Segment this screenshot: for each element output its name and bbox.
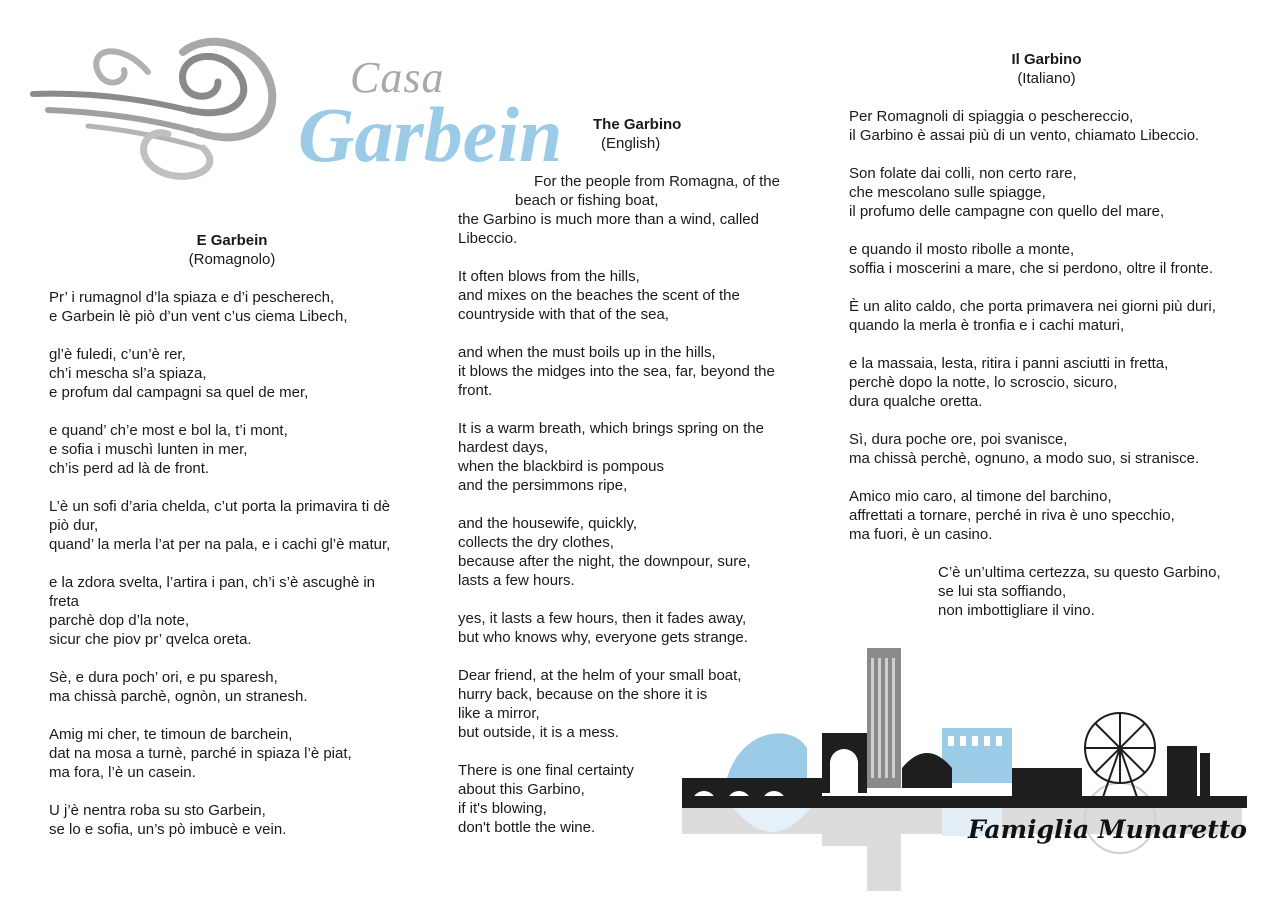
- english-stanza: and the housewife, quickly, collects the dry clothes, because after the night, the downpour, sure, lasts a few hours.: [458, 515, 751, 589]
- tower-label: RIMINI: [873, 635, 909, 644]
- rimini-skyline-illustration: [672, 628, 1252, 900]
- ground-line: [682, 796, 1247, 808]
- romagnolo-stanza: gl’è fuledi, c’un’è rer, ch’i mescha sl’a spiaza, e profum dal campagni sa quel de mer,: [49, 346, 309, 401]
- signature: Famiglia Munaretto: [968, 815, 1247, 844]
- english-subtitle: (English): [601, 135, 661, 152]
- blue-hill: [727, 733, 807, 778]
- english-stanza: Dear friend, at the helm of your small boat, hurry back, because on the shore it is like a mirror, but outside, it is a mess.: [458, 667, 742, 741]
- romagnolo-stanza: Amig mi cher, te timoun de barchein, dat na mosa a turnè, parché in spiaza l’è piat, ma fora, l’è un casein.: [49, 726, 352, 781]
- romagnolo-stanza: L’è un sofi d’aria chelda, c’ut porta la primavira ti dè piò dur, quand’ la merla l’at per na pala, e i cachi gl’è matur,: [49, 498, 391, 553]
- ferris-wheel: [1085, 713, 1155, 800]
- italiano-stanza: È un alito caldo, che porta primavera nei giorni più duri, quando la merla è tronfia e i cachi maturi,: [849, 298, 1216, 334]
- english-stanza: It is a warm breath, which brings spring on the hardest days, when the blackbird is pompous and the persimmons ripe,: [458, 420, 764, 494]
- english-first-continuation: beach or fishing boat,: [515, 192, 659, 209]
- italiano-title: Il Garbino: [1011, 51, 1082, 68]
- english-stanza: and when the must boils up in the hills, it blows the midges into the sea, far, beyond the front.: [458, 344, 775, 399]
- romagnolo-title: E Garbein: [196, 232, 268, 249]
- english-stanza: yes, it lasts a few hours, then it fades away, but who knows why, everyone gets strange.: [458, 610, 748, 646]
- italiano-stanza: e la massaia, lesta, ritira i panni asciutti in fretta, perchè dopo la notte, lo scroscio, sicuro, dura qualche oretta.: [849, 355, 1169, 410]
- romagnolo-stanza: e quand’ ch’e most e bol la, t’i mont, e sofia i muschì lunten in mer, ch’is perd ad là de front.: [49, 422, 288, 477]
- english-title: The Garbino: [593, 116, 682, 133]
- italiano-column: [849, 50, 1244, 639]
- italiano-stanza: Son folate dai colli, non certo rare, che mescolano sulle spiagge, il profumo delle campagne con quello del mare,: [849, 165, 1165, 220]
- romagnolo-stanza: Sè, e dura poch’ ori, e pu sparesh, ma chissà parchè, ognòn, un stranesh.: [49, 669, 308, 705]
- italiano-final-stanza: C’è un’ultima certezza, su questo Garbino, se lui sta soffiando, non imbottigliare il vino.: [938, 564, 1221, 619]
- italiano-stanza: Sì, dura poche ore, poi svanisce, ma chissà perchè, ognuno, a modo suo, si stranisce.: [849, 431, 1200, 467]
- italiano-stanza: Per Romagnoli di spiaggia o peschereccio, il Garbino è assai più di un vento, chiamato Libeccio.: [849, 108, 1200, 144]
- wind-swirl-icon: [28, 22, 298, 192]
- romagnolo-subtitle: (Romagnolo): [188, 251, 276, 268]
- italiano-stanza: Amico mio caro, al timone del barchino, affrettati a tornare, perché in riva è uno specchio, ma fuori, è un casino.: [849, 488, 1175, 543]
- english-stanza: It often blows from the hills, and mixes on the beaches the scent of the countryside with that of the sea,: [458, 268, 740, 323]
- italiano-subtitle: (Italiano): [1017, 70, 1076, 87]
- logo-casa-text: Casa: [350, 53, 445, 102]
- romagnolo-stanza: Pr’ i rumagnol d’la spiaza e d’i pescherech, e Garbein lè piò d’un vent c’us ciema Libech,: [49, 289, 348, 325]
- romagnolo-stanza: e la zdora svelta, l’artira i pan, ch’i s’è ascughè in freta parchè dop d’la note, sicur che piov pr’ qvelca oreta.: [49, 574, 376, 648]
- english-stanza: the Garbino is much more than a wind, called Libeccio.: [458, 211, 759, 247]
- logo-garbein-text: Garbein: [298, 91, 563, 178]
- english-stanza: There is one final certainty about this Garbino, if it's blowing, don't bottle the wine.: [458, 762, 634, 836]
- italiano-stanza: e quando il mosto ribolle a monte, soffia i moscerini a mare, che si perdono, oltre il fronte.: [849, 241, 1214, 277]
- romagnolo-stanza: U j’è nentra roba su sto Garbein, se lo e sofia, un’s pò imbucè e vein.: [49, 802, 287, 838]
- romagnolo-column: [49, 231, 415, 858]
- english-first-line: For the people from Romagna, of the: [534, 173, 780, 190]
- logo: [28, 22, 563, 192]
